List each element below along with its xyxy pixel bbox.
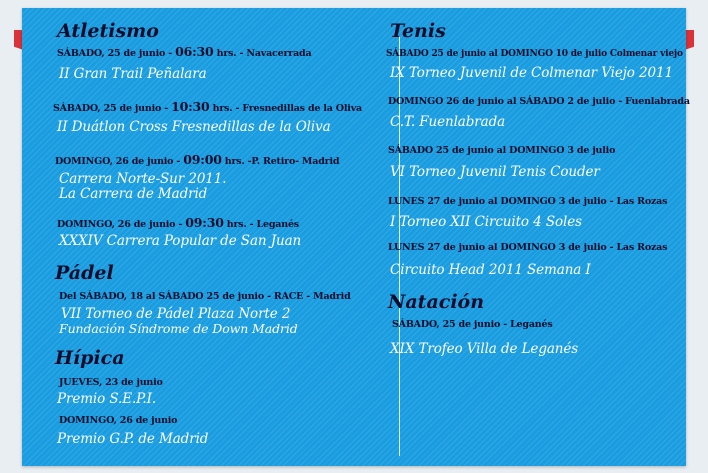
event-date: SÁBADO, 25 de junio - 06:30 hrs. - Navacerrada [57, 44, 312, 59]
event-name: VI Torneo Juvenil Tenis Couder [390, 164, 600, 180]
event-name: II Gran Trail Peñalara [59, 66, 207, 82]
event-name: II Duátlon Cross Fresnedillas de la Oliva [57, 119, 331, 135]
event-name: Premio G.P. de Madrid [57, 431, 209, 447]
event-name: XXXIV Carrera Popular de San Juan [59, 233, 302, 249]
section-title-atletismo: Atletismo [57, 20, 159, 42]
event-name: I Torneo XII Circuito 4 Soles [390, 214, 582, 230]
section-title-natacion: Natación [388, 291, 485, 313]
section-title-hipica: Hípica [55, 347, 125, 369]
event-date: DOMINGO 26 de junio al SÁBADO 2 de julio - Fuenlabrada [388, 96, 690, 107]
section-title-padel: Pádel [55, 262, 114, 284]
event-name: C.T. Fuenlabrada [390, 114, 506, 130]
event-date: DOMINGO, 26 de junio [59, 415, 178, 426]
event-date: SÁBADO 25 de junio al DOMINGO 3 de julio [388, 145, 616, 156]
event-date: LUNES 27 de junio al DOMINGO 3 de julio - Las Rozas [388, 242, 668, 253]
event-name: Carrera Norte-Sur 2011. [59, 171, 227, 187]
event-date: LUNES 27 de junio al DOMINGO 3 de julio - Las Rozas [388, 196, 668, 207]
event-date: JUEVES, 23 de junio [59, 377, 163, 388]
event-date: DOMINGO, 26 de junio - 09:00 hrs. -P. Retiro- Madrid [55, 152, 340, 167]
event-name: XIX Trofeo Villa de Leganés [390, 341, 579, 357]
event-name: VII Torneo de Pádel Plaza Norte 2 [61, 306, 291, 322]
event-date: DOMINGO, 26 de junio - 09:30 hrs. - Leganés [57, 215, 299, 230]
events-panel [22, 8, 690, 466]
event-date: SÁBADO, 25 de junio - 10:30 hrs. - Fresnedillas de la Oliva [53, 99, 362, 114]
event-name: IX Torneo Juvenil de Colmenar Viejo 2011 [390, 65, 673, 81]
event-name: Circuito Head 2011 Semana I [390, 262, 591, 278]
event-date: SÁBADO 25 de junio al DOMINGO 10 de julio Colmenar viejo [386, 49, 683, 59]
event-name-line-2: Fundación Síndrome de Down Madrid [59, 321, 298, 336]
section-title-tenis: Tenis [390, 20, 446, 42]
event-date: Del SÁBADO, 18 al SÁBADO 25 de junio - RACE - Madrid [59, 291, 351, 302]
event-name: Premio S.E.P.I. [57, 391, 157, 407]
event-date: SÁBADO, 25 de junio - Leganés [392, 319, 553, 330]
event-name-line-2: La Carrera de Madrid [59, 186, 208, 202]
